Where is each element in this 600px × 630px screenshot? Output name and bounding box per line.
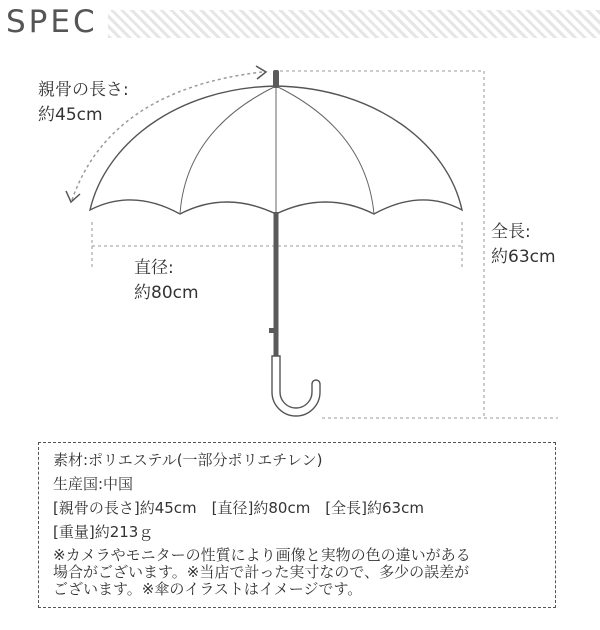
spec-note [53, 547, 549, 598]
diameter-value: 約80cm [134, 283, 199, 303]
spec-dimensions: [親骨の長さ]約45cm [直径]約80cm [全長]約63cm [53, 499, 424, 517]
umbrella-handle [272, 356, 320, 416]
total-length-value: 約63cm [491, 247, 556, 267]
spec-weight: [重量]約213ｇ [53, 523, 154, 541]
page-title: SPEC [6, 4, 98, 40]
rib-length-label: 親骨の長さ: [38, 80, 129, 100]
total-length-label: 全長: [491, 222, 531, 242]
spec-note-line: ございます。※傘のイラストはイメージです。 [53, 580, 363, 598]
spec-note-line: ※カメラやモニターの性質により画像と実物の色の違いがある [53, 546, 471, 564]
diameter-label: 直径: [134, 258, 174, 278]
spec-material: 素材:ポリエステル(一部分ポリエチレン) [53, 451, 323, 469]
spec-origin: 生産国:中国 [53, 475, 134, 493]
spec-box [38, 442, 556, 608]
rib-length-value: 約45cm [38, 105, 103, 125]
spec-note-line: 場合がございます。※当店で計った実寸なので、多少の誤差が [53, 563, 470, 581]
umbrella-canopy [90, 86, 462, 214]
